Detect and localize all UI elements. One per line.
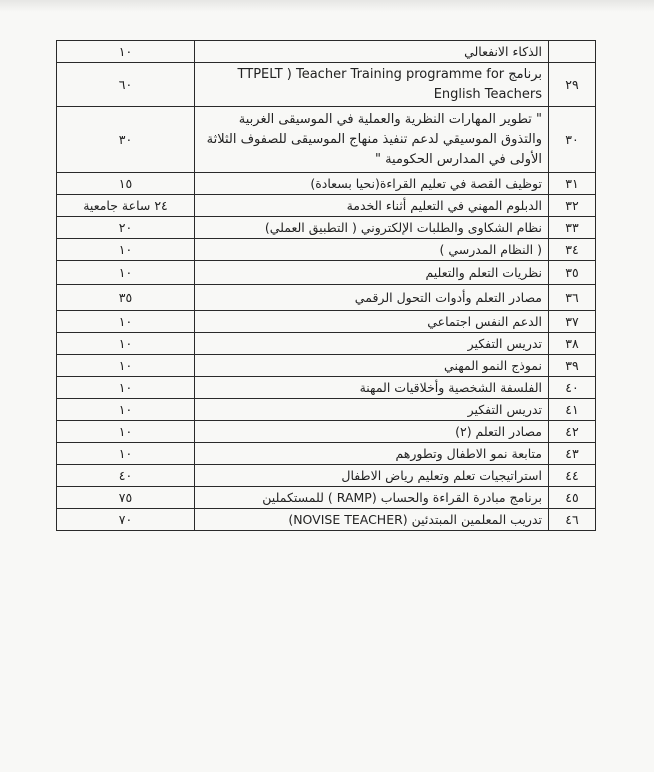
course-hours: ١٠: [57, 443, 195, 465]
row-number: ٣٠: [549, 107, 596, 173]
course-hours: ٧٥: [57, 487, 195, 509]
course-title: الفلسفة الشخصية وأخلاقيات المهنة: [195, 377, 549, 399]
course-title: تدريس التفكير: [195, 399, 549, 421]
table-row: [57, 217, 596, 239]
course-hours: ٣٥: [57, 285, 195, 311]
table-row: [57, 173, 596, 195]
course-hours: ٦٠: [57, 63, 195, 107]
table-row: [57, 355, 596, 377]
row-number: ٤٦: [549, 509, 596, 531]
course-hours: ١٠: [57, 41, 195, 63]
course-title: الدبلوم المهني في التعليم أثناء الخدمة: [195, 195, 549, 217]
course-title: الذكاء الانفعالي: [195, 41, 549, 63]
table-row: [57, 261, 596, 285]
course-title: مصادر التعلم (٢): [195, 421, 549, 443]
course-title: نظريات التعلم والتعليم: [195, 261, 549, 285]
row-number: ٣٤: [549, 239, 596, 261]
course-title: الدعم النفس اجتماعي: [195, 311, 549, 333]
row-number: ٣٥: [549, 261, 596, 285]
course-hours: ١٠: [57, 333, 195, 355]
course-title: ( النظام المدرسي ): [195, 239, 549, 261]
row-number: ٣١: [549, 173, 596, 195]
course-hours: ٣٠: [57, 107, 195, 173]
course-title: تدريس التفكير: [195, 333, 549, 355]
row-number: ٣٩: [549, 355, 596, 377]
table-row: [57, 333, 596, 355]
course-title: نظام الشكاوى والطلبات الإلكتروني ( التطبيق العملي): [195, 217, 549, 239]
course-hours: ١٠: [57, 355, 195, 377]
table-row: [57, 41, 596, 63]
course-title: تدريب المعلمين المبتدئين (NOVISE TEACHER): [195, 509, 549, 531]
course-hours: ٤٠: [57, 465, 195, 487]
row-number: ٤١: [549, 399, 596, 421]
row-number: ٢٩: [549, 63, 596, 107]
table-row: [57, 509, 596, 531]
table-row: [57, 421, 596, 443]
course-hours: ١٠: [57, 261, 195, 285]
scan-top-edge: [0, 0, 654, 12]
course-hours: ١٠: [57, 399, 195, 421]
course-hours: ١٠: [57, 377, 195, 399]
table-row: [57, 443, 596, 465]
row-number: ٤٢: [549, 421, 596, 443]
course-title: توظيف القصة في تعليم القراءة(نحيا بسعادة): [195, 173, 549, 195]
course-hours: ١٠: [57, 239, 195, 261]
table-row: [57, 377, 596, 399]
table-row: [57, 487, 596, 509]
table-row: [57, 107, 596, 173]
course-title: مصادر التعلم وأدوات التحول الرقمي: [195, 285, 549, 311]
row-number: ٣٦: [549, 285, 596, 311]
row-number: ٣٣: [549, 217, 596, 239]
course-title: استراتيجيات تعلم وتعليم رياض الاطفال: [195, 465, 549, 487]
table-row: [57, 465, 596, 487]
table-row: [57, 285, 596, 311]
courses-table: [56, 40, 596, 531]
course-hours: ١٠: [57, 311, 195, 333]
row-number: ٤٥: [549, 487, 596, 509]
course-title: " تطوير المهارات النظرية والعملية في الموسيقى الغربية والتذوق الموسيقي لدعم تنفيذ منهاج الموسيقى للصفوف الثلاثة الأولى في المدارس الحكومية ": [195, 107, 549, 173]
course-title: برنامج TTPELT ) Teacher Training programme for English Teachers: [195, 63, 549, 107]
course-hours: ١٥: [57, 173, 195, 195]
course-hours: ٢٠: [57, 217, 195, 239]
table-row: [57, 239, 596, 261]
course-hours: ١٠: [57, 421, 195, 443]
course-title: متابعة نمو الاطفال وتطورهم: [195, 443, 549, 465]
table-row: [57, 63, 596, 107]
table-row: [57, 195, 596, 217]
course-title: نموذج النمو المهني: [195, 355, 549, 377]
course-hours: ٢٤ ساعة جامعية: [57, 195, 195, 217]
row-number: ٣٧: [549, 311, 596, 333]
course-title: برنامج مبادرة القراءة والحساب (RAMP ) للمستكملين: [195, 487, 549, 509]
row-number: ٣٨: [549, 333, 596, 355]
table-row: [57, 399, 596, 421]
row-number: ٣٢: [549, 195, 596, 217]
row-number: ٤٣: [549, 443, 596, 465]
course-hours: ٧٠: [57, 509, 195, 531]
row-number: ٤٠: [549, 377, 596, 399]
table-row: [57, 311, 596, 333]
row-number: [549, 41, 596, 63]
row-number: ٤٤: [549, 465, 596, 487]
